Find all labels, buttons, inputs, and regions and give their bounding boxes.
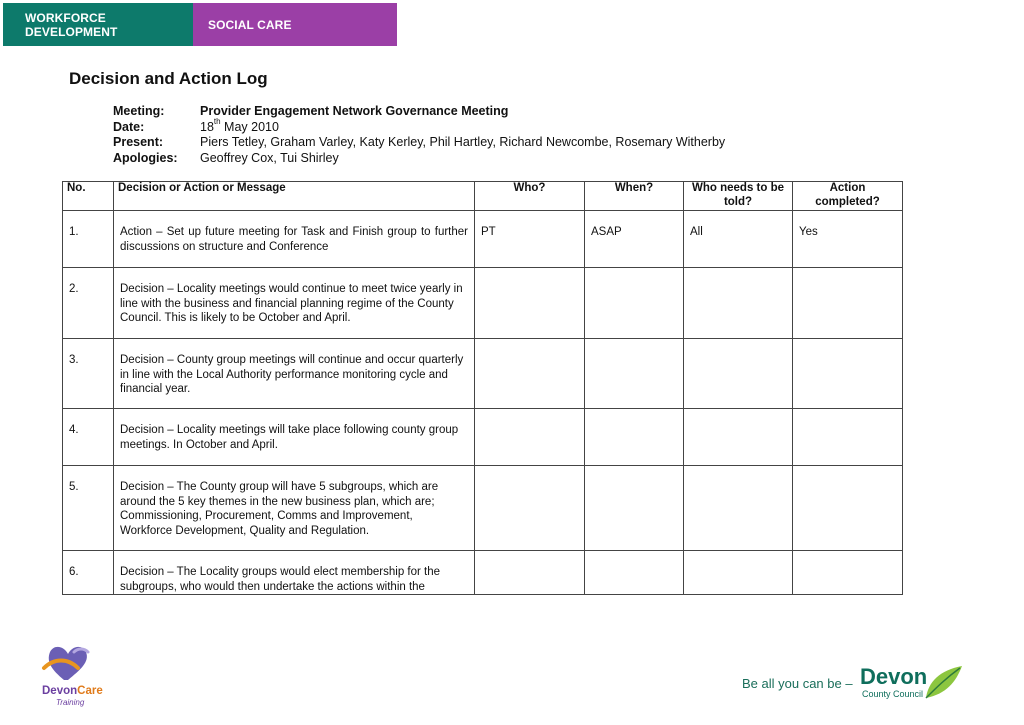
header-decision: Decision or Action or Message bbox=[114, 182, 475, 211]
page-title: Decision and Action Log bbox=[69, 69, 268, 88]
row-number: 5. bbox=[63, 466, 114, 551]
header-who-needs-told: Who needs to be told? bbox=[684, 182, 793, 211]
row-description: Decision – The Locality groups would elect membership for the subgroups, who would then undertake the actions within the bbox=[114, 551, 475, 595]
tagline: Be all you can be – bbox=[742, 676, 853, 691]
row-who bbox=[475, 466, 585, 551]
row-number: 6. bbox=[63, 551, 114, 595]
row-description: Decision – Locality meetings would continue to meet twice yearly in line with the business and financial planning regime of the County Council. This is likely to be October and April. bbox=[114, 268, 475, 339]
header-when: When? bbox=[585, 182, 684, 211]
row-told bbox=[684, 466, 793, 551]
apologies-label: Apologies: bbox=[113, 150, 178, 165]
table-row bbox=[63, 551, 903, 595]
meeting-value: Provider Engagement Network Governance Meeting bbox=[200, 104, 509, 118]
row-number: 1. bbox=[63, 211, 114, 268]
row-completed bbox=[793, 466, 903, 551]
row-told bbox=[684, 268, 793, 339]
row-who bbox=[475, 409, 585, 466]
county-council-name: County Council bbox=[862, 689, 924, 699]
present-value: Piers Tetley, Graham Varley, Katy Kerley, Phil Hartley, Richard Newcombe, Rosemary Witherby bbox=[200, 135, 726, 149]
date-label: Date: bbox=[113, 119, 145, 134]
heart-logo-icon bbox=[34, 638, 114, 688]
row-told bbox=[684, 339, 793, 409]
row-completed bbox=[793, 268, 903, 339]
row-when bbox=[585, 339, 684, 409]
row-number: 3. bbox=[63, 339, 114, 409]
banner-workforce-development: WORKFORCE DEVELOPMENT bbox=[3, 3, 193, 46]
row-completed bbox=[793, 551, 903, 595]
header-action-completed: Action completed? bbox=[793, 182, 903, 211]
row-who bbox=[475, 339, 585, 409]
meeting-details bbox=[113, 104, 725, 166]
table-row bbox=[63, 339, 903, 409]
table-row bbox=[63, 268, 903, 339]
devoncare-training-logo: DevonCare Training bbox=[34, 638, 114, 710]
table-row bbox=[63, 409, 903, 466]
row-description: Decision – The County group will have 5 subgroups, which are around the 5 key themes in the new business plan, which are; Commissioning, Procurement, Comms and Improvement, Workforce Development, Quality and Regulation. bbox=[114, 466, 475, 551]
table-header-row bbox=[63, 182, 903, 211]
row-who bbox=[475, 268, 585, 339]
row-who bbox=[475, 551, 585, 595]
row-when bbox=[585, 466, 684, 551]
devon-name: Devon bbox=[860, 664, 928, 689]
row-description: Action – Set up future meeting for Task and Finish group to further discussions on structure and Conference bbox=[114, 211, 475, 268]
row-told bbox=[684, 551, 793, 595]
header-no: No. bbox=[63, 182, 114, 211]
header-who: Who? bbox=[475, 182, 585, 211]
row-description: Decision – County group meetings will continue and occur quarterly in line with the Local Authority performance monitoring cycle and financial year. bbox=[114, 339, 475, 409]
row-number: 2. bbox=[63, 268, 114, 339]
date-value: 18th May 2010 bbox=[200, 117, 279, 134]
decision-action-table bbox=[62, 181, 903, 595]
row-when bbox=[585, 268, 684, 339]
row-who: PT bbox=[475, 211, 585, 268]
row-completed bbox=[793, 339, 903, 409]
apologies-value: Geoffrey Cox, Tui Shirley bbox=[200, 150, 339, 165]
devon-county-council-logo bbox=[742, 664, 972, 704]
row-when: ASAP bbox=[585, 211, 684, 268]
header-banner bbox=[3, 3, 397, 46]
leaf-icon bbox=[922, 664, 964, 700]
banner-social-care: SOCIAL CARE bbox=[193, 3, 397, 46]
row-told bbox=[684, 409, 793, 466]
table-row bbox=[63, 211, 903, 268]
row-when bbox=[585, 409, 684, 466]
meeting-label: Meeting: bbox=[113, 104, 165, 118]
row-completed: Yes bbox=[793, 211, 903, 268]
row-description: Decision – Locality meetings will take place following county group meetings. In October and April. bbox=[114, 409, 475, 466]
row-completed bbox=[793, 409, 903, 466]
row-when bbox=[585, 551, 684, 595]
present-label: Present: bbox=[113, 135, 164, 149]
row-number: 4. bbox=[63, 409, 114, 466]
table-row bbox=[63, 466, 903, 551]
row-told: All bbox=[684, 211, 793, 268]
